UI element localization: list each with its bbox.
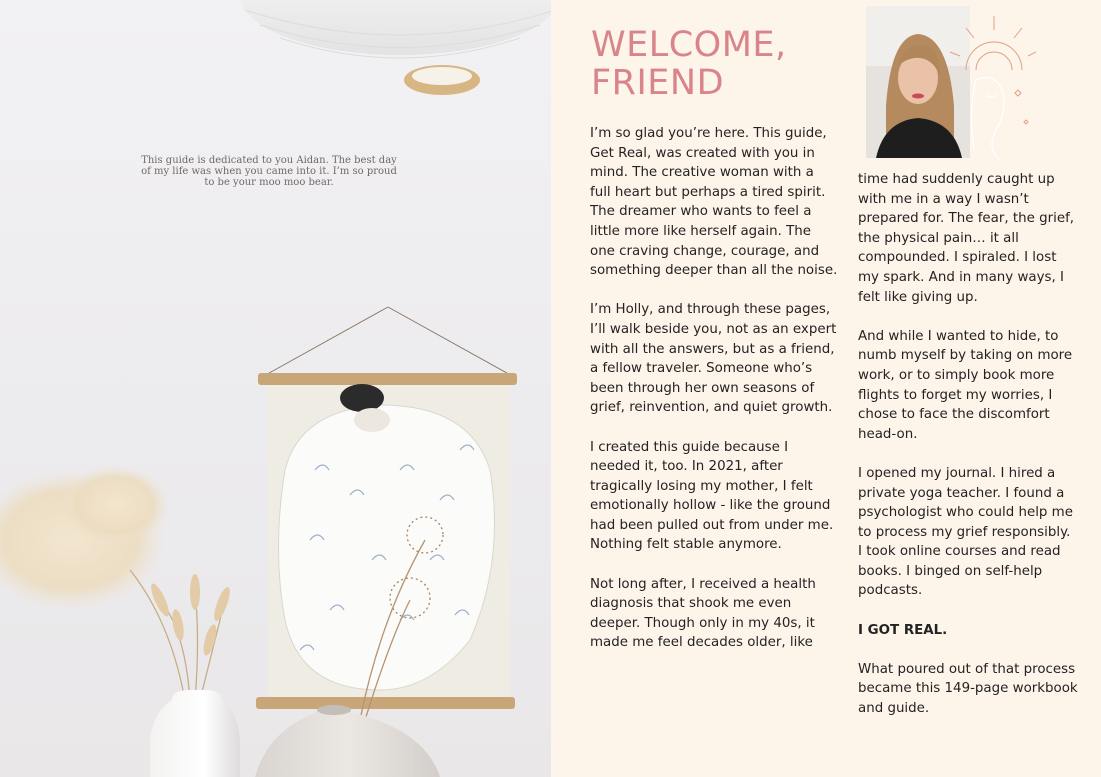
- white-vase: [150, 690, 240, 777]
- paragraph: I’m so glad you’re here. This guide, Get Real, was created with you in mind. The creative woman with a full heart but perhaps a tired spirit. The dreamer who wants to feel a little more like herself again. The one craving change, courage, and something deeper than all the noise.: [590, 126, 838, 279]
- pampas-grass: [0, 465, 233, 700]
- dedication-text: This guide is dedicated to you Aidan. The best day of my life was when you came into it. I’m so proud to be your moo moo bear.: [141, 155, 397, 188]
- text-column-left: [590, 124, 838, 673]
- donut-vase: [255, 705, 440, 777]
- paragraph: Not long after, I received a health diagnosis that shook me even deeper. Though only in my 40s, it made me feel decades older, like: [590, 576, 816, 651]
- paper-lamp: [240, 0, 551, 95]
- title-line-2: FRIEND: [591, 63, 725, 103]
- emphasis-heading: I GOT REAL.: [858, 622, 948, 638]
- line-art-sun-illustration: [946, 10, 1036, 160]
- paragraph: time had suddenly caught up with me in a way I wasn’t prepared for. The fear, the grief, the physical pain… it all compounded. I spiraled. I lost my spark. And in many ways, I felt like giving up.: [858, 172, 1075, 305]
- text-column-right: [858, 170, 1078, 738]
- paragraph: I created this guide because I needed it, too. In 2021, after tragically losing my mother, I felt emotionally hollow - like the ground had been pulled out from under me. Nothing felt stable anymore.: [590, 439, 834, 553]
- closing-paragraph: What poured out of that process became this 149-page workbook and guide.: [858, 661, 1078, 717]
- right-text-page: [551, 0, 1101, 777]
- page-title: [591, 26, 787, 102]
- title-line-1: WELCOME,: [591, 25, 787, 65]
- hanging-art-poster: [256, 307, 517, 709]
- paragraph: I opened my journal. I hired a private yoga teacher. I found a psychologist who could help me to process my grief responsibly. I took online courses and read books. I binged on self-help podcasts.: [858, 465, 1073, 599]
- paragraph: I’m Holly, and through these pages, I’ll walk beside you, not as an expert with all the answers, but as a friend, a fellow traveler. Someone who’s been through her own seasons of grief, reinvention, and quiet growth.: [590, 302, 837, 416]
- paragraph: And while I wanted to hide, to numb myself by taking on more work, or to simply book more flights to forget my worries, I chose to face the discomfort head-on.: [858, 328, 1073, 442]
